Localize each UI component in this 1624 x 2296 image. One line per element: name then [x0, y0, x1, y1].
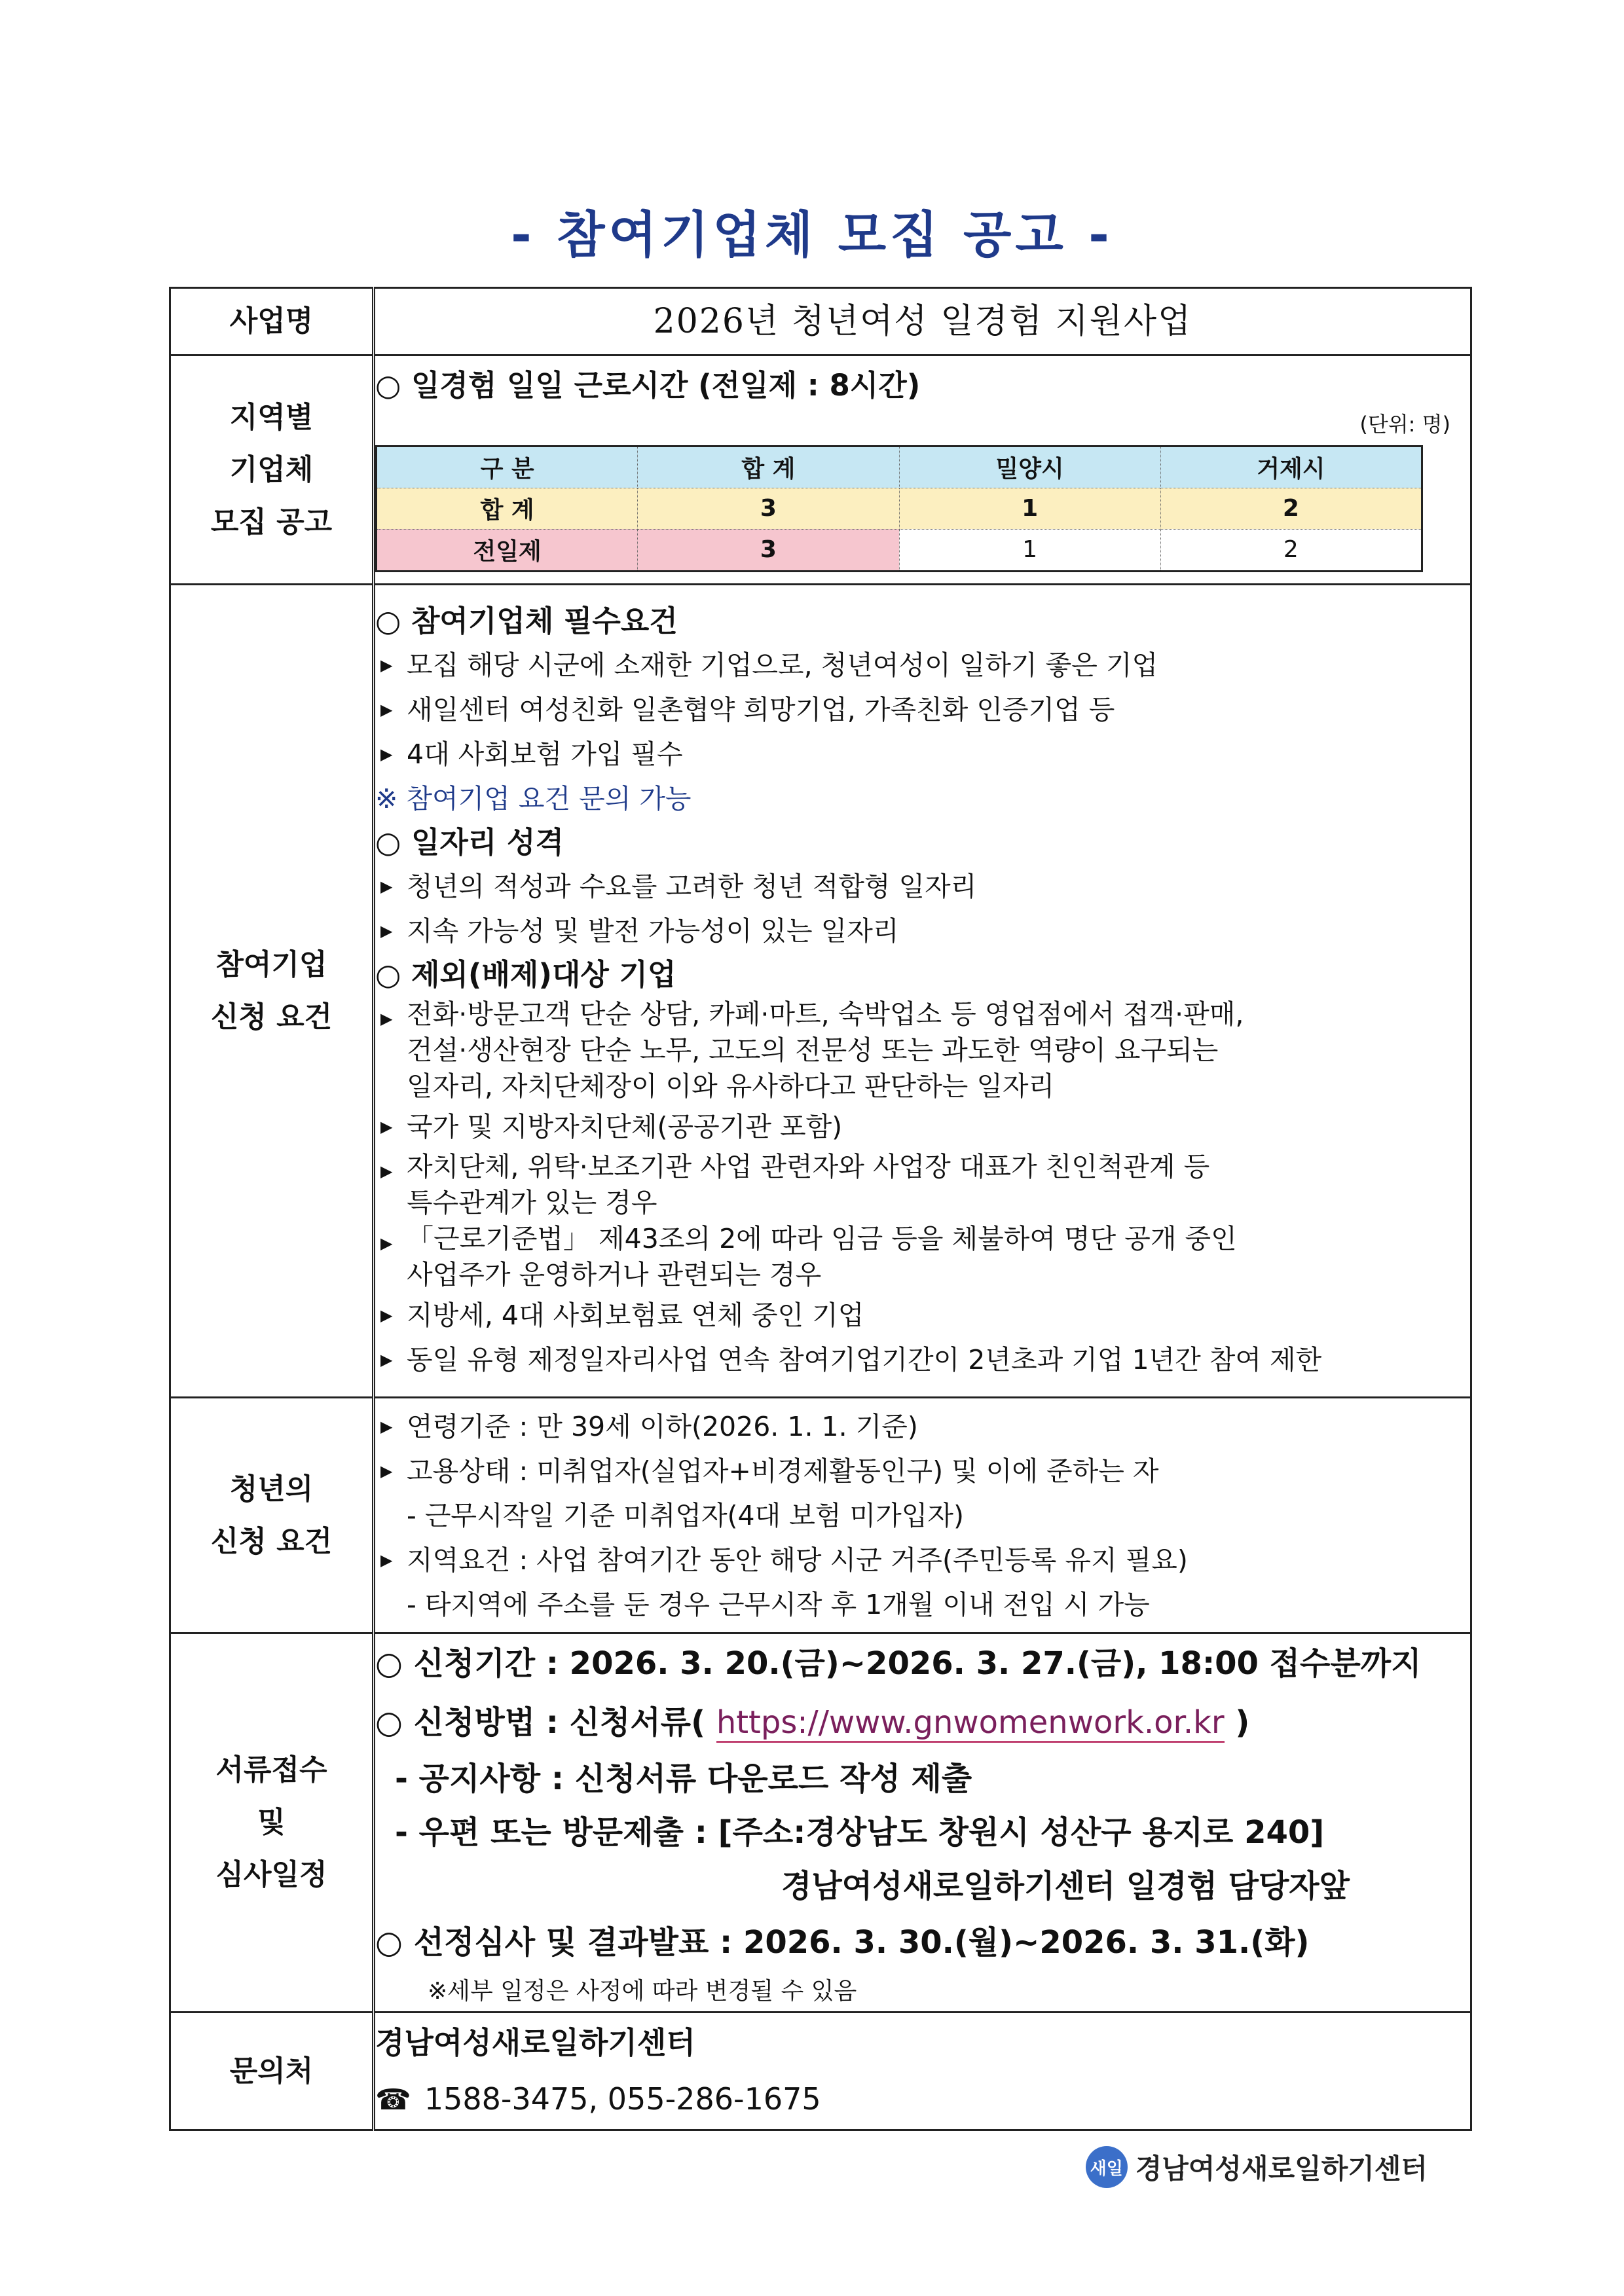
- list-item: ▶ 국가 및 지방자치단체(공공기관 포함): [380, 1111, 843, 1142]
- schedule-row: [170, 1633, 1471, 2013]
- contact-label: 문의처: [170, 2013, 374, 2130]
- company-requirements-row: [170, 585, 1471, 1398]
- recruit-table-header: 구 분 합 계 밀양시 거제시: [377, 446, 1422, 488]
- list-item: ▶ 4대 사회보험 가입 필수: [380, 738, 683, 770]
- notice-table: [169, 287, 1472, 2131]
- contact-center-name: 경남여성새로일하기센터: [375, 2024, 695, 2060]
- review-announcement: ○ 선정심사 및 결과발표 : 2026. 3. 30.(월)~2026. 3. 31.(화): [375, 1924, 1310, 1961]
- youth-requirements-row: [170, 1398, 1471, 1633]
- list-item: ▶ 지속 가능성 및 발전 가능성이 있는 일자리: [380, 915, 899, 947]
- recruit-count-table: [375, 445, 1423, 572]
- list-item: ▶ 청년의 적성과 수요를 고려한 청년 적합형 일자리: [380, 871, 977, 902]
- list-item: ▶ 고용상태 : 미취업자(실업자+비경제활동인구) 및 이에 준하는 자: [380, 1455, 1159, 1487]
- list-subitem: - 근무시작일 기준 미취업자(4대 보험 미가입자): [407, 1499, 964, 1531]
- schedule-content: [374, 1633, 1471, 2013]
- youth-requirements-content: [374, 1398, 1471, 1633]
- company-requirements-content: ○ 참여기업체 필수요건 ▶ 모집 해당 시군에 소재한 기업으로, 청년여성이 일하기 좋은 기업 ▶ 새일센터 여성친화 일촌협약 희망기업, 가족친화 인증기업 등 ▶ 4대 사회보험 가입 필수 ※ 참여기업 요건 문의 가능 ○ 일자리 성격 ▶ 청년의 적성과 수요를 고려한 청년 적합형 일자리 ▶ 지속 가능성 및 발전 가능성이 있는 일자리 ○ 제외(배제)대상 기업 ▶ 전화·방문고객 단순 상담, 카페·마트, 숙박업소 등 영업점에서 접객·판매, 건설·생산현장 단순 노무, 고도의 전문성 또는 과도한 역량이 요구되는 일자리, 자치단체장이 이와 유사하다고 판단하는 일자리 ▶ 국가 및 지방자치단체(공공기관 포함) ▶ 자치단체, 위탁·보조기관 사업 관련자와 사업장 대표가 친인척관계 등 특수관계가 있는 경우 ▶ 「근로기준법」 제43조의 2에 따라 임금 등을 체불하여 명단 공개 중인 사업주가 운영하거나 관련되는 경우 ▶ 지방세, 4대 사회보험료 연체 중인 기업 ▶ 동일 유형 제정일자리사업 연속 참여기업기간이 2년초과 기업 1년간 참여 제한: [374, 585, 1471, 1398]
- logo-text: 경남여성새로일하기센터: [1135, 2153, 1428, 2185]
- application-period: ○ 신청기간 : 2026. 3. 20.(금)~2026. 3. 27.(금), 18:00 접수분까지: [375, 1645, 1422, 1682]
- list-item: ▶ 「근로기준법」 제43조의 2에 따라 임금 등을 체불하여 명단 공개 중인 사업주가 운영하거나 관련되는 경우: [380, 1223, 1237, 1290]
- excluded-companies-heading: 제외(배제)대상 기업: [411, 957, 676, 992]
- contact-content: [374, 2013, 1471, 2130]
- list-item: ▶ 지방세, 4대 사회보험료 연체 중인 기업: [380, 1300, 864, 1331]
- schedule-label: 서류접수 및 심사일정: [170, 1633, 374, 2013]
- phone-icon: ☎: [375, 2083, 411, 2117]
- unit-note: (단위: 명): [1359, 411, 1450, 437]
- page-title: - 참여기업체 모집 공고 -: [511, 206, 1113, 264]
- schedule-change-note: ※세부 일정은 사정에 따라 변경될 수 있음: [428, 1978, 857, 2005]
- recruitment-row: [170, 355, 1471, 585]
- center-logo: [1086, 2146, 1428, 2188]
- business-name-label: 사업명: [170, 288, 374, 355]
- notice-line: - 공지사항 : 신청서류 다운로드 작성 제출: [395, 1760, 972, 1797]
- youth-requirements-label: 청년의 신청 요건: [170, 1398, 374, 1633]
- list-item: ▶ 전화·방문고객 단순 상담, 카페·마트, 숙박업소 등 영업점에서 접객·판매, 건설·생산현장 단순 노무, 고도의 전문성 또는 과도한 역량이 요구되는 일자리, 자치단체장이 이와 유사하다고 판단하는 일자리: [380, 998, 1244, 1102]
- application-method: ○ 신청방법 : 신청서류( https://www.gnwomenwork.or.kr ): [375, 1693, 1470, 1752]
- required-conditions-heading: 참여기업체 필수요건: [411, 604, 678, 638]
- contact-phone-number: 1588-3475, 055-286-1675: [424, 2081, 821, 2117]
- mail-recipient: 경남여성새로일하기센터 일경험 담당자앞: [781, 1868, 1350, 1904]
- list-item: ▶ 새일센터 여성친화 일촌협약 희망기업, 가족친화 인증기업 등: [380, 694, 1115, 725]
- list-item: ▶ 연령기준 : 만 39세 이하(2026. 1. 1. 기준): [380, 1410, 918, 1442]
- recruit-table-total-row: 합 계 3 1 2: [377, 488, 1422, 529]
- list-item: ▶ 자치단체, 위탁·보조기관 사업 관련자와 사업장 대표가 친인척관계 등 특수관계가 있는 경우: [380, 1151, 1210, 1218]
- company-requirements-label: 참여기업 신청 요건: [170, 585, 374, 1398]
- list-item: ▶ 지역요건 : 사업 참여기간 동안 해당 시군 거주(주민등록 유지 필요): [380, 1544, 1188, 1576]
- recruit-table-fulltime-row: 전일제 3 1 2: [377, 529, 1422, 571]
- list-item: ▶ 모집 해당 시군에 소재한 기업으로, 청년여성이 일하기 좋은 기업: [380, 649, 1158, 681]
- worktime-heading: ○ 일경험 일일 근로시간 (전일제 : 8시간): [375, 367, 921, 403]
- job-nature-heading: 일자리 성격: [411, 825, 564, 860]
- list-item: ▶ 동일 유형 제정일자리사업 연속 참여기업기간이 2년초과 기업 1년간 참여 제한: [380, 1344, 1322, 1376]
- recruitment-label: 지역별 기업체 모집 공고: [170, 355, 374, 585]
- recruitment-content: [374, 355, 1471, 585]
- business-name-row: [170, 288, 1471, 355]
- inquiry-note: ※ 참여기업 요건 문의 가능: [375, 783, 692, 814]
- website-link[interactable]: https://www.gnwomenwork.or.kr: [716, 1704, 1225, 1743]
- contact-row: [170, 2013, 1471, 2130]
- saeil-logo-icon: 새일: [1086, 2146, 1128, 2188]
- mail-line: - 우편 또는 방문제출 : [주소:경상남도 창원시 성산구 용지로 240]: [395, 1814, 1325, 1851]
- business-name-value: 2026년 청년여성 일경험 지원사업: [374, 288, 1471, 355]
- list-subitem: - 타지역에 주소를 둔 경우 근무시작 후 1개월 이내 전입 시 가능: [407, 1588, 1150, 1620]
